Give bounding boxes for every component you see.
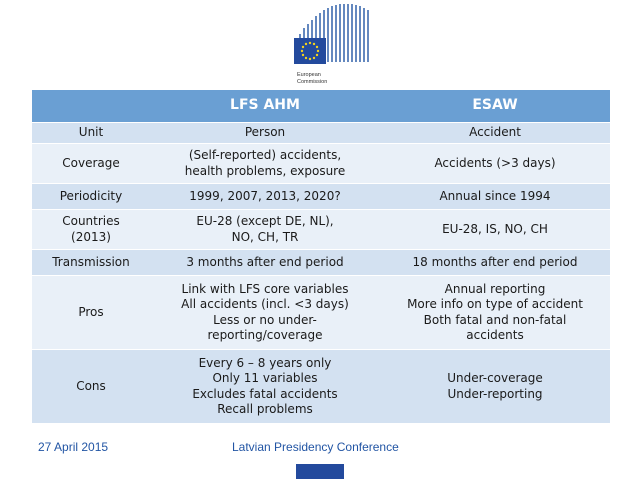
cell-line: Countries	[62, 214, 120, 228]
logo-wordmark	[297, 72, 327, 85]
table-row	[32, 210, 610, 250]
cell-line: Under-reporting	[447, 386, 543, 401]
table-row	[32, 144, 610, 184]
cell-line: Unit	[78, 125, 104, 140]
table-row	[32, 184, 610, 210]
cell-line: 18 months after end period	[412, 254, 578, 269]
cell-line: Less or no under-	[213, 312, 317, 327]
table-header-row	[32, 90, 610, 123]
logo-line-1: European	[297, 72, 321, 78]
cell-line: Only 11 variables	[212, 371, 318, 385]
cell-line: EU-28, IS, NO, CH	[442, 221, 548, 236]
cell-line: Excludes fatal accidents	[192, 386, 338, 401]
table-row	[32, 276, 610, 350]
cell-line: health problems, exposure	[184, 163, 346, 178]
esaw-cell	[380, 184, 610, 210]
cell-line: Pros	[78, 304, 104, 319]
cell-line: Recall problems	[217, 402, 313, 416]
cell-line: More info on type of accident	[407, 297, 583, 311]
cell-line: reporting/coverage	[207, 328, 323, 342]
lfs-ahm-cell	[150, 210, 380, 250]
lfs-ahm-cell	[150, 123, 380, 144]
esaw-cell	[380, 210, 610, 250]
row-label-cell	[32, 144, 150, 184]
row-label-cell	[32, 276, 150, 350]
cell-line: 3 months after end period	[186, 254, 344, 269]
cell-line: 1999, 2007, 2013, 2020?	[189, 188, 341, 203]
cell-line: Accidents (>3 days)	[434, 155, 556, 170]
row-label-cell	[32, 123, 150, 144]
cell-line: (Self-reported) accidents,	[188, 148, 342, 162]
cell-line: Accident	[469, 125, 521, 140]
cell-line: (2013)	[71, 229, 111, 244]
row-label-cell	[32, 250, 150, 276]
cell-line: Coverage	[62, 155, 120, 170]
cell-line: Annual reporting	[444, 281, 546, 296]
cell-line: Person	[244, 125, 286, 140]
esaw-cell	[380, 144, 610, 184]
cell-line: Under-coverage	[447, 371, 543, 385]
row-label-cell	[32, 184, 150, 210]
esaw-cell	[380, 123, 610, 144]
footer-flag-bar	[296, 464, 344, 479]
lfs-ahm-cell	[150, 250, 380, 276]
cell-line: Every 6 – 8 years only	[198, 355, 332, 370]
cell-line: Cons	[76, 378, 106, 393]
cell-line: accidents	[466, 328, 524, 342]
logo-line-2: Commission	[297, 78, 328, 85]
row-label-cell	[32, 210, 150, 250]
cell-line: Link with LFS core variables	[181, 281, 349, 296]
header-cell-lfs-ahm: LFS AHM	[150, 90, 380, 123]
lfs-ahm-cell	[150, 276, 380, 350]
esaw-cell	[380, 250, 610, 276]
cell-line: Annual since 1994	[439, 188, 551, 203]
esaw-cell	[380, 350, 610, 424]
cell-line: Both fatal and non-fatal	[423, 312, 567, 327]
cell-line: All accidents (incl. <3 days)	[181, 297, 349, 311]
table-body	[32, 123, 610, 424]
cell-line: EU-28 (except DE, NL),	[196, 214, 334, 228]
header-cell-blank	[32, 90, 150, 123]
cell-line: NO, CH, TR	[231, 229, 299, 244]
table-row	[32, 123, 610, 144]
comparison-table	[32, 90, 610, 424]
footer-date: 27 April 2015	[38, 440, 109, 454]
cell-line: Periodicity	[59, 188, 123, 203]
lfs-ahm-cell	[150, 350, 380, 424]
esaw-cell	[380, 276, 610, 350]
table-row	[32, 350, 610, 424]
header-cell-esaw: ESAW	[380, 90, 610, 123]
row-label-cell	[32, 350, 150, 424]
cell-line: Transmission	[52, 254, 130, 269]
lfs-ahm-cell	[150, 184, 380, 210]
footer-conference: Latvian Presidency Conference	[232, 440, 399, 454]
table-row	[32, 250, 610, 276]
lfs-ahm-cell	[150, 144, 380, 184]
